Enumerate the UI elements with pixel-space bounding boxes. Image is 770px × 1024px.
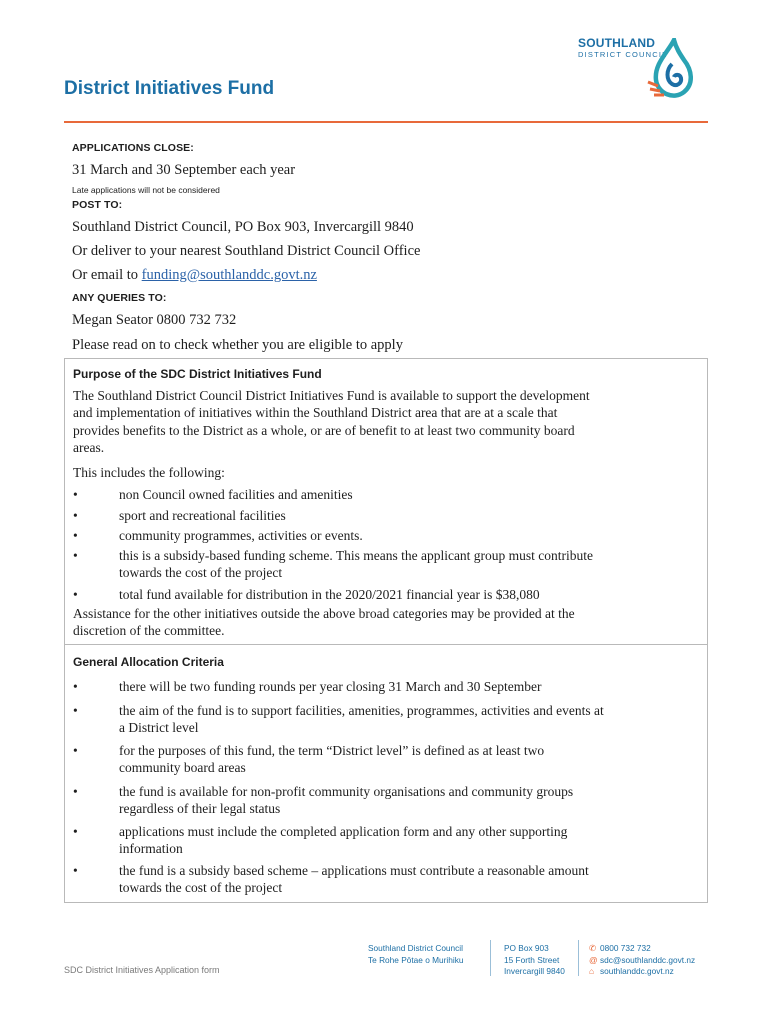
bullet-text: the fund is available for non-profit community organisations and community groups — [119, 784, 574, 799]
late-applications-note: Late applications will not be considered — [72, 185, 220, 195]
at-icon: @ — [589, 954, 598, 965]
bullet-symbol: • — [73, 587, 78, 602]
footer-email-row — [589, 955, 695, 967]
queries-label: ANY QUERIES TO: — [72, 292, 167, 304]
footer-phone-row — [589, 943, 695, 955]
email-prefix: Or email to — [72, 267, 142, 283]
bullet-text: this is a subsidy-based funding scheme. This means the applicant group must contribute — [119, 548, 594, 563]
bullet-text: regardless of their legal status — [119, 801, 281, 817]
criteria-heading: General Allocation Criteria — [73, 655, 224, 669]
footer-po-box: PO Box 903 — [504, 943, 549, 953]
deliver-instruction: Or deliver to your nearest Southland District Council Office — [72, 243, 421, 259]
council-name-maori: Te Rohe Pōtae o Murihiku — [368, 954, 464, 965]
footer-website[interactable]: southlanddc.govt.nz — [600, 966, 674, 976]
bullet-symbol: • — [73, 508, 78, 523]
bullet-symbol: • — [73, 703, 78, 718]
bullet-text: the aim of the fund is to support facilities, amenities, programmes, activities and events at — [119, 703, 604, 718]
bullet-text: total fund available for distribution in the 2020/2021 financial year is $38,080 — [119, 587, 540, 602]
purpose-line: provides benefits to the District as a whole, or are of benefit to at least two community board — [73, 422, 575, 438]
footer-separator — [490, 940, 491, 976]
footer-street: 15 Forth Street — [504, 954, 560, 965]
logo-subtitle-text: DISTRICT COUNCIL — [578, 50, 668, 59]
query-contact: Megan Seator 0800 732 732 — [72, 312, 237, 328]
assistance-paragraph — [73, 605, 699, 640]
assistance-line: discretion of the committee. — [73, 623, 225, 639]
information-table — [64, 358, 708, 903]
bullet-text: towards the cost of the project — [119, 880, 283, 896]
bullet-text: towards the cost of the project — [119, 565, 283, 581]
bullet-symbol: • — [73, 784, 78, 799]
bullet-text: information — [119, 841, 183, 857]
assistance-line: Assistance for the other initiatives outside the above broad categories may be provided at the — [73, 606, 575, 621]
bullet-text: applications must include the completed application form and any other supporting — [119, 824, 568, 839]
bullet-symbol: • — [73, 743, 78, 758]
eligibility-note: Please read on to check whether you are eligible to apply — [72, 337, 403, 353]
title-divider — [64, 121, 708, 123]
post-to-label: POST TO: — [72, 199, 123, 211]
funding-email-link[interactable]: funding@southlanddc.govt.nz — [141, 267, 317, 283]
bullet-text: non Council owned facilities and amenities — [119, 487, 353, 502]
section-divider — [65, 644, 707, 645]
wave-drop-logo-icon — [644, 38, 704, 100]
phone-icon: ✆ — [589, 943, 597, 953]
footer-phone[interactable]: 0800 732 732 — [600, 943, 651, 953]
purpose-line: and implementation of initiatives within the Southland District area that are at a scale that — [73, 405, 558, 421]
footer-city: Invercargill 9840 — [504, 966, 565, 976]
purpose-line: areas. — [73, 439, 105, 455]
council-name-english: Southland District Council — [368, 943, 463, 953]
council-logo — [578, 36, 706, 100]
footer-contact — [589, 943, 695, 978]
footer-email[interactable]: sdc@southlanddc.govt.nz — [600, 954, 696, 965]
email-instruction — [72, 267, 317, 284]
footer-separator — [578, 940, 579, 976]
bullet-symbol: • — [73, 528, 78, 543]
bullet-symbol: • — [73, 863, 78, 878]
bullet-text: there will be two funding rounds per year closing 31 March and 30 September — [119, 679, 542, 694]
includes-intro: This includes the following: — [73, 465, 225, 480]
bullet-text: the fund is a subsidy based scheme – applications must contribute a reasonable amount — [119, 863, 589, 878]
purpose-heading: Purpose of the SDC District Initiatives Fund — [73, 367, 322, 381]
footer-postal-address — [504, 943, 565, 978]
bullet-symbol: • — [73, 548, 78, 563]
footer-web-row — [589, 966, 695, 978]
postal-address: Southland District Council, PO Box 903, Invercargill 9840 — [72, 219, 414, 235]
bullet-text: sport and recreational facilities — [119, 508, 286, 523]
bullet-text: for the purposes of this fund, the term “District level” is defined as at least two — [119, 743, 545, 758]
closing-dates: 31 March and 30 September each year — [72, 162, 296, 178]
page-title: District Initiatives Fund — [64, 78, 275, 99]
bullet-symbol: • — [73, 679, 78, 694]
logo-brand-text: SOUTHLAND — [578, 36, 656, 50]
bullet-symbol: • — [73, 487, 78, 502]
bullet-text: community programmes, activities or events. — [119, 528, 363, 543]
bullet-text: community board areas — [119, 760, 246, 776]
purpose-paragraph — [73, 387, 699, 456]
applications-close-label: APPLICATIONS CLOSE: — [72, 142, 194, 154]
bullet-text: a District level — [119, 720, 199, 736]
bullet-symbol: • — [73, 824, 78, 839]
purpose-line: The Southland District Council District Initiatives Fund is available to support the development — [73, 388, 590, 403]
home-icon: ⌂ — [589, 966, 595, 976]
footer-council-names — [368, 943, 463, 966]
form-name-footer: SDC District Initiatives Application form — [64, 965, 220, 975]
